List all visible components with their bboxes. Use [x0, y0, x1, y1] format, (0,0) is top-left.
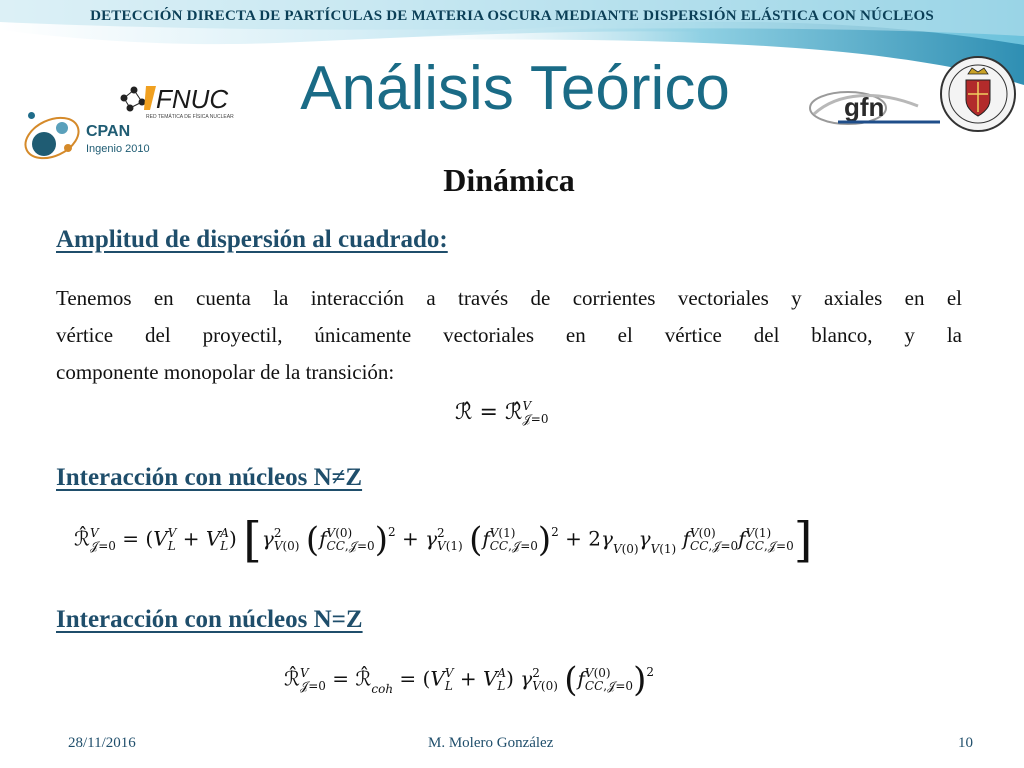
presentation-banner-title: DETECCIÓN DIRECTA DE PARTÍCULAS DE MATERIA OSCURA MEDIANTE DISPERSIÓN ELÁSTICA CON NÚCLEOS — [90, 8, 934, 24]
fnuc-logo-text: FNUC — [156, 84, 229, 114]
slide-title: Análisis Teórico — [300, 54, 730, 123]
cpan-logo — [22, 112, 172, 164]
footer-author: M. Molero González — [428, 735, 554, 751]
gfn-logo — [808, 80, 943, 130]
gfn-logo-text: gfn — [844, 92, 885, 122]
equation-r-hat: ℛ̂ = ℛ̂ 𝑉 𝒥=0 — [455, 399, 549, 426]
description-paragraph — [56, 280, 962, 391]
cpan-logo-subtext: Ingenio 2010 — [86, 143, 150, 155]
fnuc-logo-subtext: RED TEMÁTICA DE FÍSICA NUCLEAR — [146, 114, 234, 120]
paragraph-line: vértice del proyectil, únicamente vectoriales en el vértice del blanco, y la — [56, 323, 962, 347]
university-seal-logo — [938, 54, 1018, 134]
cpan-logo-text: CPAN — [86, 123, 131, 140]
nz-unequal-heading: Interacción con núcleos N≠Z — [56, 464, 363, 491]
footer-date: 28/11/2016 — [68, 735, 136, 751]
equation-nz-equal: ℛ̂ 𝑉 𝒥=0 = $ℛ̂_{𝑐𝑜ℎ} = (V$ 𝑉 𝐿 + V 𝐴 𝐿 ) γ 2 𝑉(0) (f 𝑉(0) 𝐶𝐶,𝒥=0 )$^2$ — [284, 660, 654, 700]
equation-nz-unequal: ℛ̂ 𝑉 𝒥=0 = (V 𝑉 𝐿 + V 𝐴 𝐿 ) [γ 2 𝑉(0) (f 𝑉(0) 𝐶𝐶,𝒥=0 )$^2$ + γ 2 𝑉(1) (f 𝑉(1) 𝐶𝐶,𝒥=0 )$^2 + 2\gamma_{𝑉(0)}\gamma_{𝑉(1)}$ f 𝑉(0) 𝐶𝐶,𝒥=0 f 𝑉(1) 𝐶𝐶,𝒥=0 ] — [74, 512, 813, 568]
scattering-amplitude-heading: Amplitud de dispersión al cuadrado: — [56, 226, 448, 253]
section-subtitle: Dinámica — [443, 162, 575, 198]
paragraph-line: Tenemos en cuenta la interacción a través de corrientes vectoriales y axiales en el — [56, 286, 962, 310]
footer-page-number: 10 — [958, 735, 973, 751]
paragraph-line: componente monopolar de la transición: — [56, 360, 395, 384]
nz-equal-heading: Interacción con núcleos N=Z — [56, 606, 363, 633]
